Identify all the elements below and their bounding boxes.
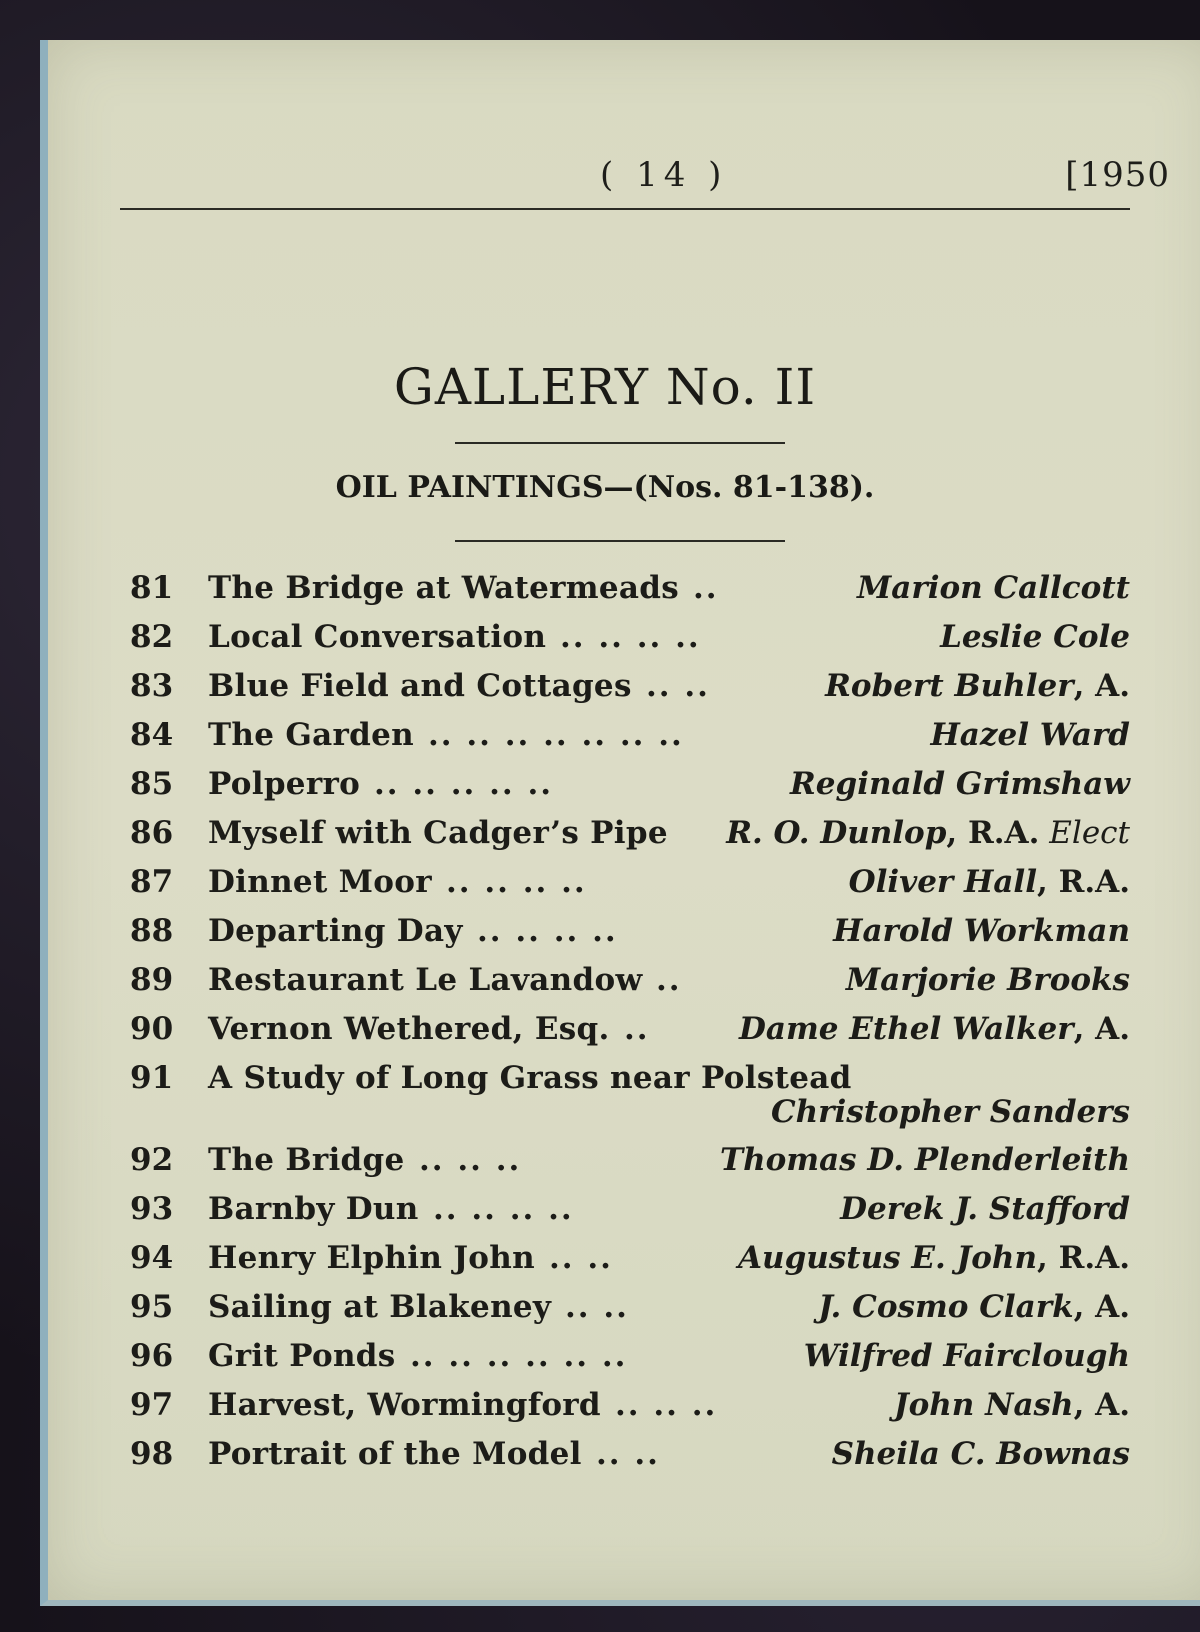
- entry-title: The Bridge: [208, 1142, 405, 1178]
- entry-leader-dots: .. .. .. .. ..: [374, 766, 554, 802]
- artist-name: Dame Ethel Walker: [738, 1011, 1074, 1047]
- entry-number: 94: [130, 1240, 174, 1276]
- catalogue-entry: [130, 913, 1130, 962]
- entry-leader-dots: .. ..: [565, 1289, 629, 1325]
- entry-title: Local Conversation: [208, 619, 547, 655]
- catalogue-entry: [130, 1191, 1130, 1240]
- entry-leader-dots: .. .. .. .. .. ..: [410, 1338, 628, 1374]
- entry-artist: [857, 570, 1130, 606]
- entry-leader-dots: .. .. .. ..: [560, 619, 701, 655]
- artist-name: Sheila C. Bownas: [831, 1436, 1130, 1472]
- entry-leader-dots: ..: [624, 1011, 650, 1047]
- entry-artist: [840, 1191, 1130, 1227]
- entry-number: 81: [130, 570, 174, 606]
- entry-number: 82: [130, 619, 174, 655]
- entry-title: Sailing at Blakeney: [208, 1289, 552, 1325]
- entry-title: Myself with Cadger’s Pipe: [208, 815, 668, 851]
- entry-artist: [894, 1387, 1130, 1423]
- page-number: ( 14 ): [600, 155, 728, 195]
- artist-name: Oliver Hall: [848, 864, 1037, 900]
- entry-artist: [825, 668, 1130, 704]
- entry-number: 95: [130, 1289, 174, 1325]
- entry-title: Restaurant Le Lavandow: [208, 962, 643, 998]
- catalogue-entry: [130, 570, 1130, 619]
- artist-distinction: , A.: [1073, 668, 1130, 704]
- artist-distinction: , A.: [1073, 1387, 1130, 1423]
- catalogue-entry: [130, 1338, 1130, 1387]
- entry-artist: [771, 1094, 1130, 1130]
- artist-name: John Nash: [893, 1387, 1074, 1423]
- entry-number: 92: [130, 1142, 174, 1178]
- entry-number: 97: [130, 1387, 174, 1423]
- entry-title: Grit Ponds: [208, 1338, 396, 1374]
- catalogue-entry: [130, 1436, 1130, 1485]
- entry-artist: [846, 962, 1130, 998]
- entry-artist: [738, 1240, 1130, 1276]
- artist-distinction: , A.: [1073, 1011, 1130, 1047]
- artist-name: Hazel Ward: [930, 717, 1130, 753]
- entry-leader-dots: .. .. .. ..: [433, 1191, 574, 1227]
- entry-leader-dots: .. ..: [596, 1436, 660, 1472]
- entry-title: A Study of Long Grass near Polstead: [208, 1060, 852, 1096]
- entry-number: 85: [130, 766, 174, 802]
- catalogue-entry: [130, 815, 1130, 864]
- catalogue-entry: [130, 962, 1130, 1011]
- catalogue-list: [130, 570, 1130, 1485]
- artist-name: Christopher Sanders: [770, 1094, 1130, 1130]
- entry-leader-dots: .. ..: [646, 668, 710, 704]
- entry-number: 86: [130, 815, 174, 851]
- entry-number: 91: [130, 1060, 174, 1096]
- entry-title: Barnby Dun: [208, 1191, 419, 1227]
- catalogue-entry: [130, 717, 1130, 766]
- entry-artist: [833, 913, 1130, 949]
- title-rule-bottom: [455, 540, 785, 542]
- artist-name: R. O. Dunlop: [726, 815, 947, 851]
- artist-name: Marjorie Brooks: [845, 962, 1130, 998]
- catalogue-entry: [130, 1240, 1130, 1289]
- year-label: [1950: [1065, 155, 1170, 195]
- artist-distinction: , A.: [1073, 1289, 1130, 1325]
- gallery-title: GALLERY No. II: [393, 358, 817, 416]
- entry-leader-dots: ..: [656, 962, 682, 998]
- catalogue-entry: [130, 864, 1130, 913]
- entry-number: 87: [130, 864, 174, 900]
- catalogue-entry: [130, 1289, 1130, 1338]
- entry-artist: [931, 717, 1131, 753]
- entry-number: 84: [130, 717, 174, 753]
- title-rule-top: [455, 442, 785, 444]
- entry-title: Blue Field and Cottages: [208, 668, 632, 704]
- running-head: [120, 155, 1170, 205]
- entry-leader-dots: .. ..: [549, 1240, 613, 1276]
- entry-number: 88: [130, 913, 174, 949]
- catalogue-entry: [130, 619, 1130, 668]
- entry-artist: [832, 1436, 1130, 1472]
- catalogue-entry: [130, 1060, 1130, 1142]
- artist-name: Robert Buhler: [825, 668, 1074, 704]
- entry-title: The Bridge at Watermeads: [208, 570, 680, 606]
- artist-name: Thomas D. Plenderleith: [720, 1142, 1130, 1178]
- entry-leader-dots: .. .. ..: [419, 1142, 522, 1178]
- entry-title: Departing Day: [208, 913, 463, 949]
- entry-leader-dots: .. .. .. ..: [446, 864, 587, 900]
- entry-artist: [739, 1011, 1130, 1047]
- entry-artist: [726, 815, 1130, 851]
- entry-artist: [804, 1338, 1130, 1374]
- entry-title: Harvest, Wormingford: [208, 1387, 601, 1423]
- entry-leader-dots: .. .. .. ..: [477, 913, 618, 949]
- artist-name: J. Cosmo Clark: [818, 1289, 1074, 1325]
- artist-name: Leslie Cole: [940, 619, 1130, 655]
- entry-title: Henry Elphin John: [208, 1240, 535, 1276]
- artist-name: Wilfred Fairclough: [803, 1338, 1130, 1374]
- entry-number: 93: [130, 1191, 174, 1227]
- catalogue-entry: [130, 1387, 1130, 1436]
- entry-leader-dots: ..: [693, 570, 719, 606]
- entry-title: Portrait of the Model: [208, 1436, 582, 1472]
- entry-number: 89: [130, 962, 174, 998]
- header-rule: [120, 208, 1130, 210]
- section-title: OIL PAINTINGS—(Nos. 81-138).: [335, 470, 875, 505]
- entry-title: Polperro: [208, 766, 361, 802]
- entry-number: 98: [130, 1436, 174, 1472]
- entry-artist: [940, 619, 1130, 655]
- entry-title: Dinnet Moor: [208, 864, 432, 900]
- entry-leader-dots: .. .. .. .. .. .. ..: [428, 717, 684, 753]
- entry-artist: [790, 766, 1130, 802]
- artist-name: Marion Callcott: [856, 570, 1130, 606]
- entry-leader-dots: .. .. ..: [615, 1387, 718, 1423]
- artist-distinction: , R.A.: [1037, 1240, 1130, 1276]
- entry-number: 96: [130, 1338, 174, 1374]
- entry-title: The Garden: [208, 717, 414, 753]
- entry-artist: [849, 864, 1130, 900]
- entry-number: 83: [130, 668, 174, 704]
- artist-distinction-note: Elect: [1039, 815, 1130, 851]
- catalogue-entry: [130, 668, 1130, 717]
- artist-distinction: , R.A.: [946, 815, 1040, 851]
- artist-name: Reginald Grimshaw: [790, 766, 1130, 802]
- catalogue-entry: [130, 1142, 1130, 1191]
- artist-distinction: , R.A.: [1037, 864, 1130, 900]
- catalogue-entry: [130, 766, 1130, 815]
- artist-name: Augustus E. John: [738, 1240, 1037, 1276]
- entry-artist: [720, 1142, 1130, 1178]
- artist-name: Harold Workman: [833, 913, 1130, 949]
- entry-artist: [818, 1289, 1130, 1325]
- entry-title: Vernon Wethered, Esq.: [208, 1011, 610, 1047]
- catalogue-entry: [130, 1011, 1130, 1060]
- entry-number: 90: [130, 1011, 174, 1047]
- artist-name: Derek J. Stafford: [840, 1191, 1130, 1227]
